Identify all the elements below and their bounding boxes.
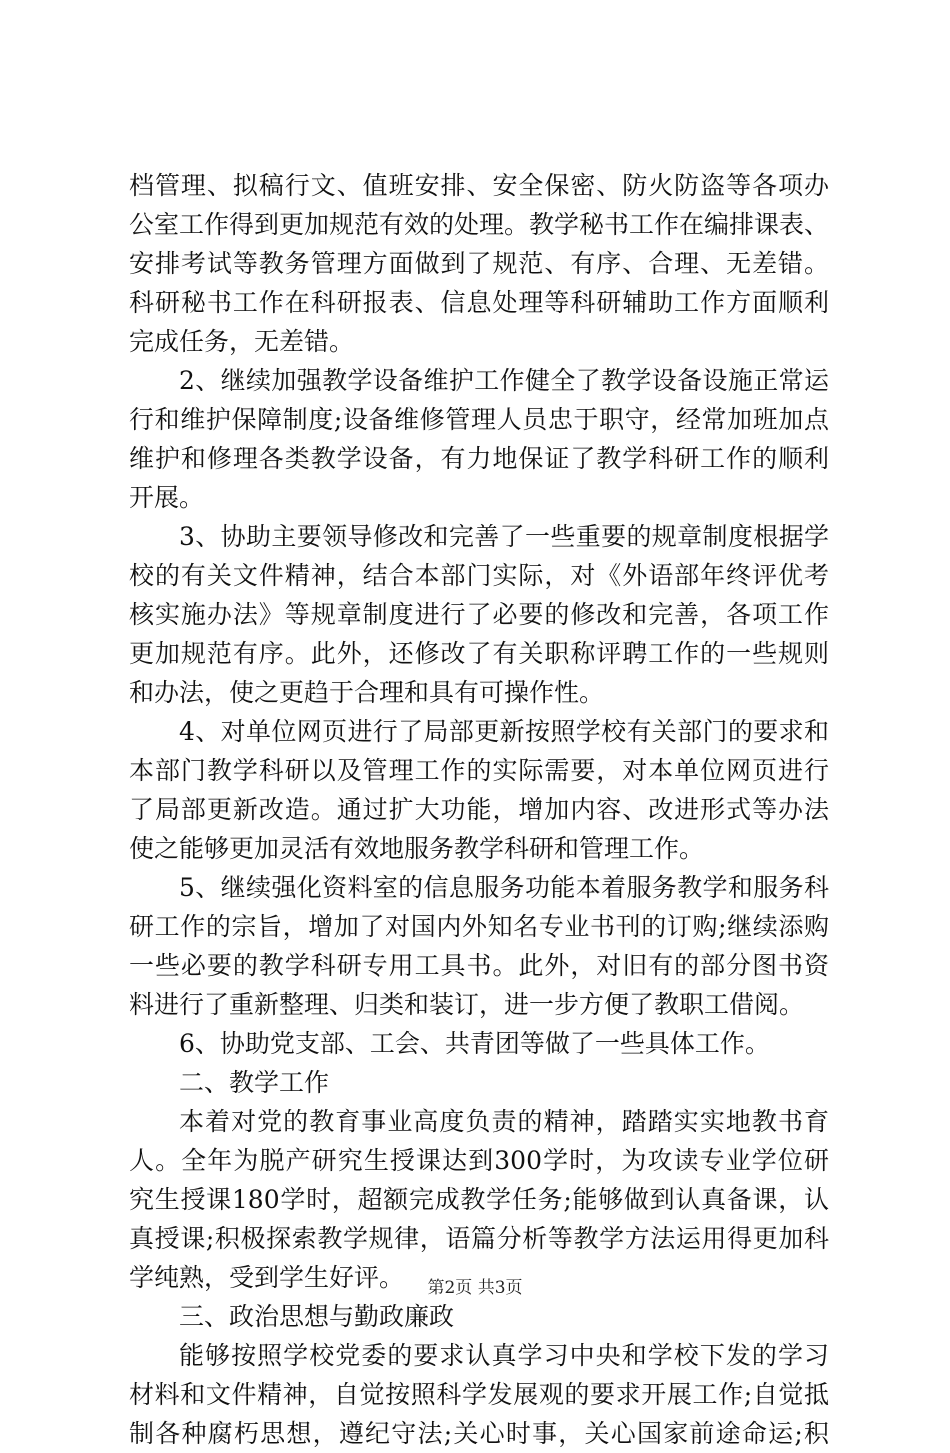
text-line: 开展。 <box>129 483 205 512</box>
text-line: 研工作的宗旨，增加了对国内外知名专业书刊的订购;继续添购 <box>129 912 829 941</box>
text-line: 安排考试等教务管理方面做到了规范、有序、合理、无差错。 <box>129 249 829 278</box>
text-line: 究生授课180学时，超额完成教学任务;能够做到认真备课，认 <box>129 1185 829 1214</box>
text-line: 本部门教学科研以及管理工作的实际需要，对本单位网页进行 <box>129 756 829 785</box>
text-line: 材料和文件精神，自觉按照科学发展观的要求开展工作;自觉抵 <box>129 1380 829 1409</box>
text-line: 制各种腐朽思想，遵纪守法;关心时事，关心国家前途命运;积 <box>129 1419 829 1448</box>
text-line: 人。全年为脱产研究生授课达到300学时，为攻读专业学位研 <box>129 1146 829 1175</box>
text-line: 真授课;积极探索教学规律，语篇分析等教学方法运用得更加科 <box>129 1224 829 1253</box>
text-line: 二、教学工作 <box>179 1068 330 1097</box>
text-line: 3、协助主要领导修改和完善了一些重要的规章制度根据学 <box>179 522 829 551</box>
text-line: 了局部更新改造。通过扩大功能，增加内容、改进形式等办法 <box>129 795 829 824</box>
text-line: 完成任务，无差错。 <box>129 327 355 356</box>
text-line: 行和维护保障制度;设备维修管理人员忠于职守，经常加班加点 <box>129 405 829 434</box>
text-line: 使之能够更加灵活有效地服务教学科研和管理工作。 <box>129 834 705 863</box>
text-line: 2、继续加强教学设备维护工作健全了教学设备设施正常运 <box>179 366 829 395</box>
document-body <box>129 166 829 1453</box>
text-line: 5、继续强化资料室的信息服务功能本着服务教学和服务科 <box>179 873 829 902</box>
text-line: 和办法，使之更趋于合理和具有可操作性。 <box>129 678 605 707</box>
text-line: 一些必要的教学科研专用工具书。此外，对旧有的部分图书资 <box>129 951 829 980</box>
text-line: 三、政治思想与勤政廉政 <box>179 1302 455 1331</box>
text-line: 科研秘书工作在科研报表、信息处理等科研辅助工作方面顺利 <box>129 288 829 317</box>
text-line: 更加规范有序。此外，还修改了有关职称评聘工作的一些规则 <box>129 639 829 668</box>
text-line: 档管理、拟稿行文、值班安排、安全保密、防火防盗等各项办 <box>129 171 829 200</box>
text-line: 能够按照学校党委的要求认真学习中央和学校下发的学习 <box>179 1341 829 1370</box>
text-line: 4、对单位网页进行了局部更新按照学校有关部门的要求和 <box>179 717 829 746</box>
text-line: 校的有关文件精神，结合本部门实际，对《外语部年终评优考 <box>129 561 829 590</box>
page-footer: 第2页 共3页 <box>427 1278 523 1298</box>
text-line: 维护和修理各类教学设备，有力地保证了教学科研工作的顺利 <box>129 444 829 473</box>
text-line: 学纯熟，受到学生好评。 <box>129 1263 405 1292</box>
text-line: 本着对党的教育事业高度负责的精神，踏踏实实地教书育 <box>179 1107 829 1136</box>
text-line: 料进行了重新整理、归类和装订，进一步方便了教职工借阅。 <box>129 990 805 1019</box>
text-line: 6、协助党支部、工会、共青团等做了一些具体工作。 <box>179 1029 770 1058</box>
text-line: 核实施办法》等规章制度进行了必要的修改和完善，各项工作 <box>129 600 829 629</box>
text-line: 公室工作得到更加规范有效的处理。教学秘书工作在编排课表、 <box>129 210 830 239</box>
